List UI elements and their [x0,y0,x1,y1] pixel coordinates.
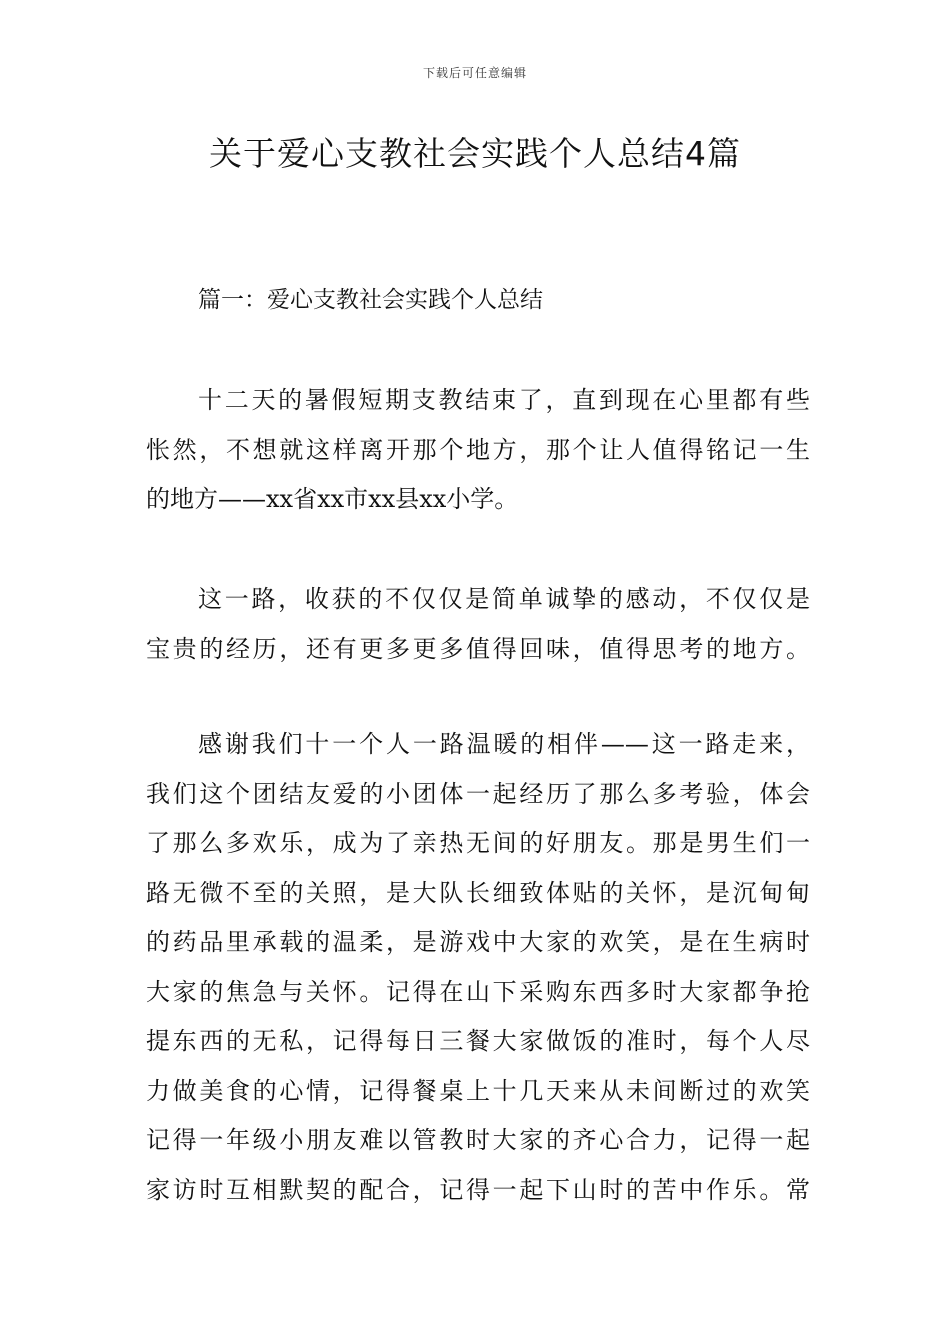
paragraph-line: 的药品里承载的温柔，是游戏中大家的欢笑，是在生病时 [146,928,810,956]
paragraph-line: 家访时互相默契的配合，记得一起下山时的苦中作乐。常 [146,1175,810,1204]
paragraph-line: 这一路，收获的不仅仅是简单诚挚的感动，不仅仅是 [198,585,810,613]
paragraph-line: 十二天的暑假短期支教结束了，直到现在心里都有些 [198,386,810,414]
paragraph-line: 宝贵的经历，还有更多更多值得回味，值得思考的地方。 [146,634,810,663]
section-heading: 篇一：爱心支教社会实践个人总结 [198,287,543,313]
paragraph-1 [146,376,810,525]
paragraph-line: 的地方——xx省xx市xx县xx小学。 [146,485,519,513]
header-note: 下载后可任意编辑 [422,66,527,80]
paragraph-line: 路无微不至的关照，是大队长细致体贴的关怀，是沉甸甸 [146,878,810,907]
paragraph-line: 记得一年级小朋友难以管教时大家的齐心合力，记得一起 [146,1126,810,1154]
paragraph-line: 我们这个团结友爱的小团体一起经历了那么多考验，体会 [146,779,810,808]
paragraph-line: 力做美食的心情，记得餐桌上十几天来从未间断过的欢笑 [146,1076,810,1105]
paragraph-3 [146,720,810,1215]
paragraph-line: 大家的焦急与关怀。记得在山下采购东西多时大家都争抢 [146,977,810,1006]
paragraph-line: 了那么多欢乐，成为了亲热无间的好朋友。那是男生们一 [146,829,810,857]
paragraph-line: 感谢我们十一个人一路温暖的相伴——这一路走来， [198,730,810,758]
document-title: 关于爱心支教社会实践个人总结4篇 [209,134,741,173]
paragraph-line: 怅然，不想就这样离开那个地方，那个让人值得铭记一生 [146,435,810,464]
paragraph-line: 提东西的无私，记得每日三餐大家做饭的准时，每个人尽 [146,1027,810,1055]
paragraph-2 [146,575,810,674]
